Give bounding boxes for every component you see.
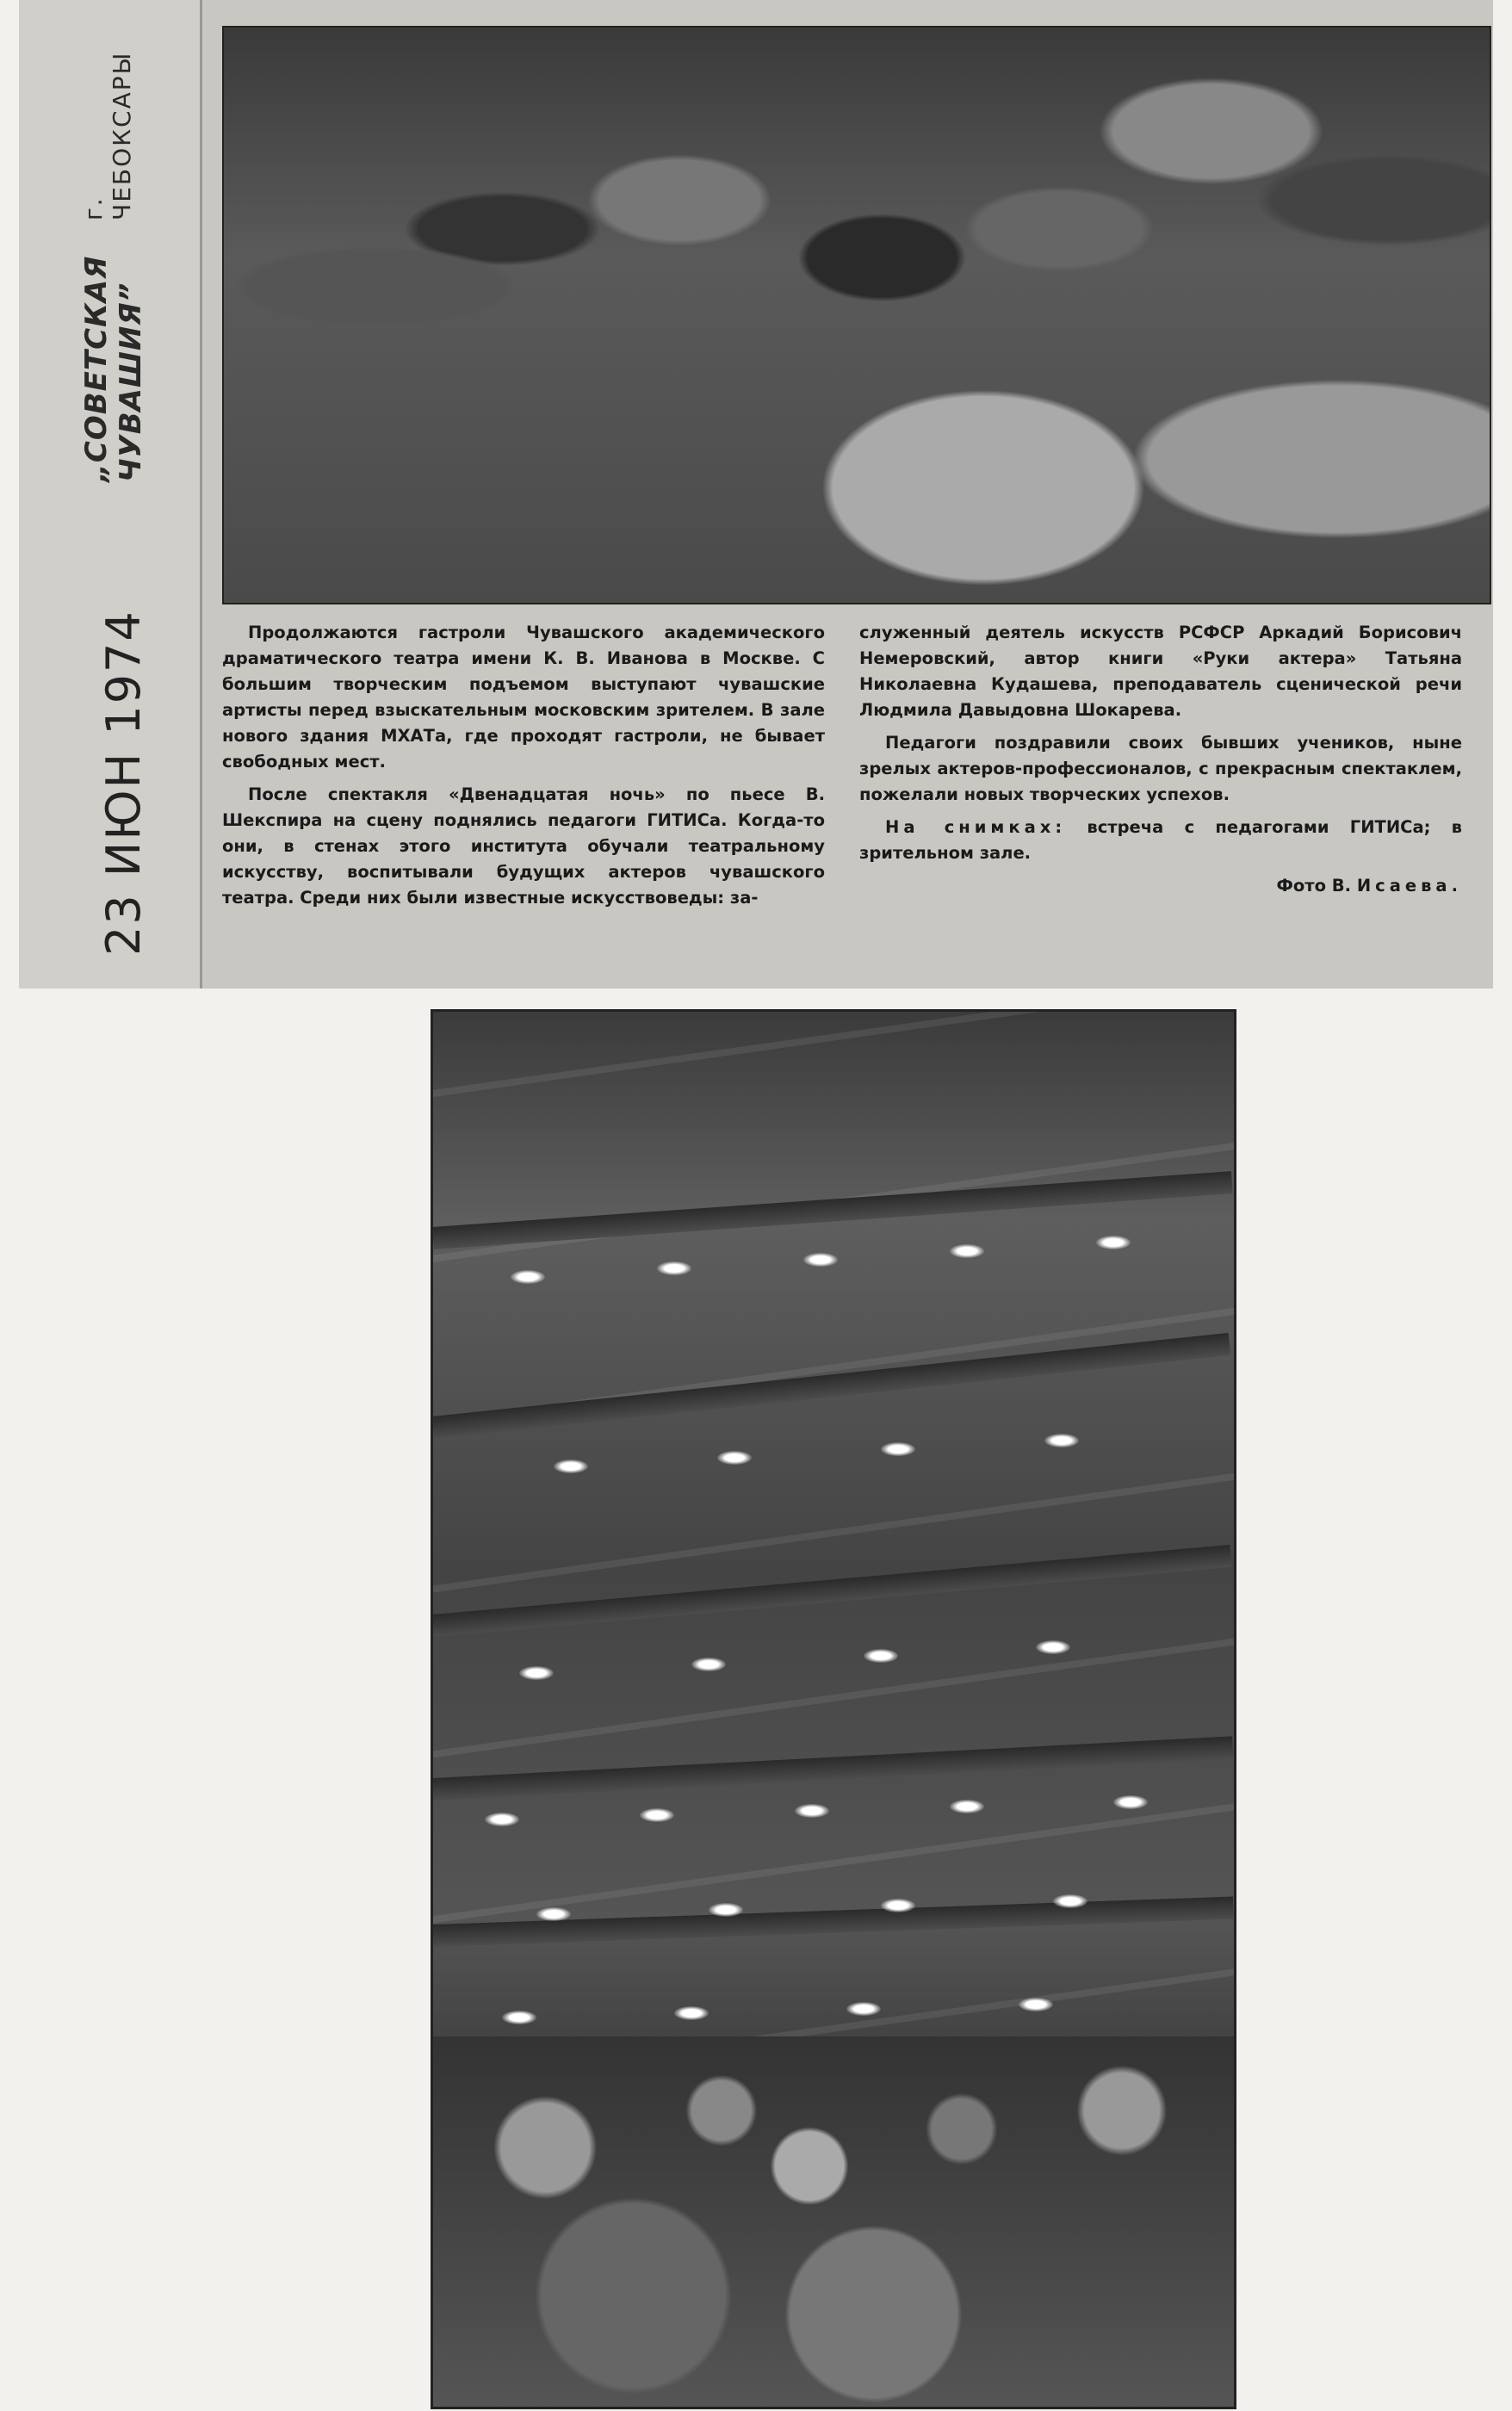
ceiling-lamp bbox=[950, 1800, 984, 1813]
clipping-margin bbox=[19, 0, 202, 989]
photo-meeting-with-teachers bbox=[222, 26, 1491, 604]
article-paragraph: После спектакля «Двенадцатая ночь» по пьесе В. Шекспира на сцену поднялись педагоги ГИТИСа. Когда-то они, в стенах этого института обучали театральному искусству, воспитывали будущих актеров чувашского театра. Среди них были известные искусствоведы: за- bbox=[222, 784, 825, 908]
ceiling-lamp bbox=[864, 1649, 898, 1663]
article-paragraph: служенный деятель искусств РСФСР Аркадий Борисович Немеровский, автор книги «Руки актера» Татьяна Николаевна Кудашева, преподаватель сценической речи Людмила Давыдовна Шокарева. bbox=[859, 623, 1462, 720]
ceiling-lamp bbox=[691, 1658, 726, 1671]
caption-prefix: На снимках: bbox=[885, 817, 1067, 837]
ceiling-lamp bbox=[881, 1442, 915, 1456]
ceiling-lamp bbox=[657, 1261, 691, 1275]
article bbox=[222, 620, 1471, 982]
article-paragraph: Продолжаются гастроли Чувашского академического драматического театра имени К. В. Иванова в Москве. С большим творческим подъемом выступают чувашские артисты перед взыскательным московским зрителем. В зале нового здания МХАТа, где проходят гастроли, не бывает свободных мест. bbox=[222, 623, 825, 772]
balcony-tier bbox=[432, 1333, 1231, 1439]
ceiling-lamp bbox=[1044, 1434, 1079, 1447]
balcony-tier bbox=[432, 1545, 1232, 1637]
credit-name: Исаева. bbox=[1356, 876, 1462, 896]
ceiling-lamp bbox=[536, 1907, 571, 1921]
ceiling-lamp bbox=[795, 1804, 829, 1818]
masthead bbox=[79, 52, 148, 482]
ceiling-lamp bbox=[1019, 1998, 1053, 2011]
ceiling-lamp bbox=[1096, 1236, 1131, 1249]
ceiling-lamp bbox=[485, 1813, 519, 1826]
ceiling-lamp bbox=[502, 2011, 536, 2024]
article-column-1 bbox=[222, 620, 825, 911]
balcony-tier bbox=[432, 1736, 1233, 1801]
ceiling-lamp bbox=[846, 2002, 881, 2016]
ceiling-lamp bbox=[881, 1899, 915, 1912]
newspaper-title: „СОВЕТСКАЯ ЧУВАШИЯ” bbox=[79, 255, 148, 482]
ceiling-lamp bbox=[640, 1808, 674, 1822]
ceiling-lamp bbox=[950, 1244, 984, 1258]
credit-prefix: Фото В. bbox=[1276, 876, 1352, 896]
ceiling-lamp bbox=[674, 2006, 709, 2020]
ceiling-lamp bbox=[554, 1460, 588, 1473]
photo-auditorium bbox=[431, 1009, 1236, 2409]
ceiling-lamp bbox=[1036, 1640, 1070, 1654]
photo-credit bbox=[859, 873, 1462, 899]
ceiling-lamp bbox=[511, 1270, 545, 1284]
ceiling-lamp bbox=[803, 1253, 838, 1267]
balcony-tier bbox=[433, 1897, 1234, 1947]
article-column-2 bbox=[859, 620, 1462, 899]
photo-caption bbox=[859, 815, 1462, 866]
audience bbox=[433, 2036, 1234, 2407]
caption-text: встреча с педагогами ГИТИСа; в зрительном зале. bbox=[859, 817, 1462, 863]
newspaper-city: г. ЧЕБОКСАРЫ bbox=[79, 52, 136, 221]
article-paragraph: Педагоги поздравили своих бывших учеников, ныне зрелых актеров-профессионалов, с прекрасным спектаклем, пожелали новых творческих успехов. bbox=[859, 733, 1462, 804]
date-stamp: 23 ИЮН 1974 bbox=[96, 610, 151, 956]
ceiling-lamp bbox=[709, 1903, 743, 1917]
ceiling-lamp bbox=[519, 1666, 554, 1680]
ceiling-lamp bbox=[1113, 1795, 1148, 1809]
ceiling-lamp bbox=[1053, 1894, 1088, 1908]
ceiling-lamp bbox=[717, 1451, 752, 1465]
